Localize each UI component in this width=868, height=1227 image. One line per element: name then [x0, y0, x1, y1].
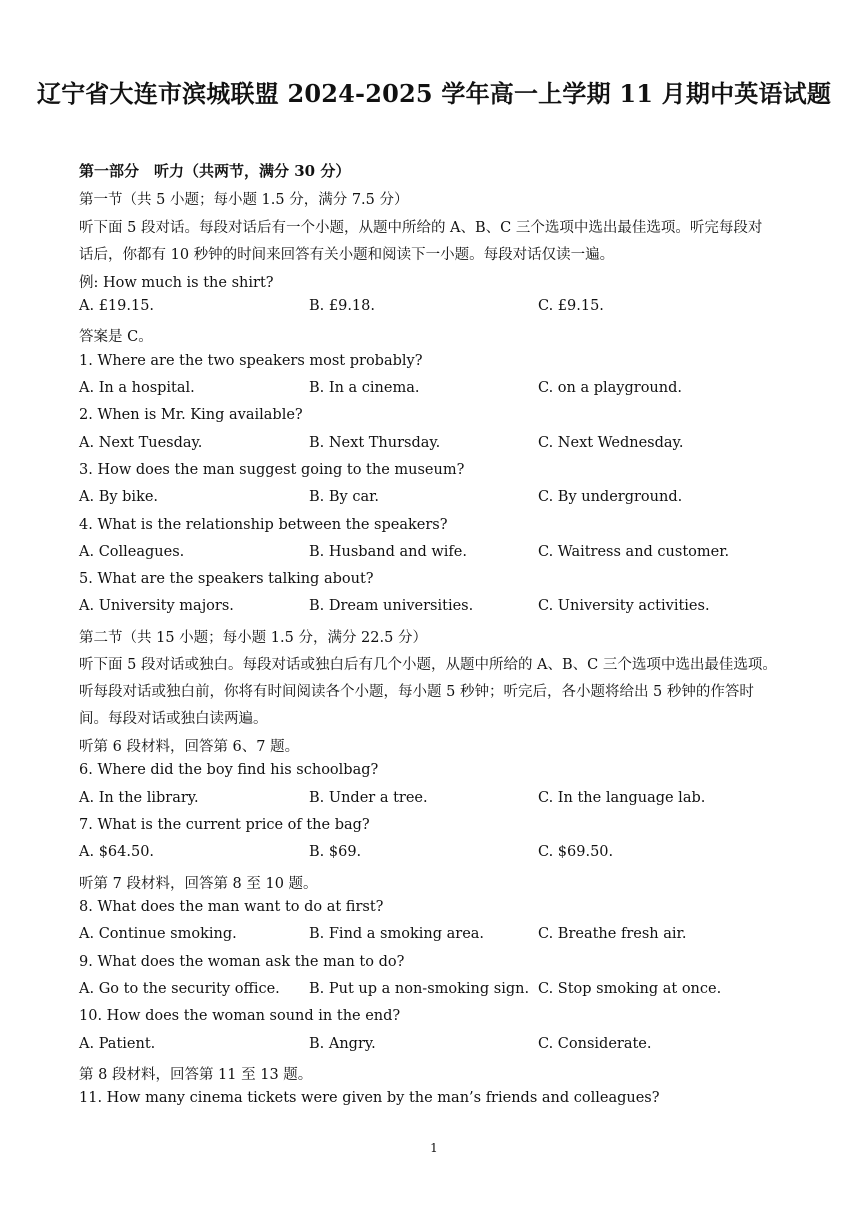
question-7-option-c: C. $69.50.: [538, 844, 614, 860]
section1-instructions-line2: 话后，你都有 10 秒钟的时间来回答有关小题和阅读下一小题。每段对话仅读一遍。: [79, 247, 615, 263]
question-9-option-b: B. Put up a non-smoking sign.: [309, 981, 530, 997]
question-7-option-b: B. $69.: [309, 844, 362, 860]
question-7: 7. What is the current price of the bag?: [79, 817, 370, 833]
question-5-option-c: C. University activities.: [538, 598, 710, 614]
example-option-a: A. £19.15.: [79, 298, 155, 314]
question-1: 1. Where are the two speakers most probably?: [79, 353, 423, 369]
material-6-note: 听第 6 段材料，回答第 6、7 题。: [79, 739, 300, 755]
part1-heading: 第一部分 听力（共两节，满分 30 分）: [79, 162, 351, 180]
question-2: 2. When is Mr. King available?: [79, 407, 303, 423]
section2-instructions-line3: 间。每段对话或独白读两遍。: [79, 711, 268, 727]
example-answer: 答案是 C。: [79, 329, 153, 345]
material-7-note: 听第 7 段材料，回答第 8 至 10 题。: [79, 876, 318, 892]
question-10-option-c: C. Considerate.: [538, 1036, 652, 1052]
question-4-option-b: B. Husband and wife.: [309, 544, 467, 560]
material-8-note: 第 8 段材料，回答第 11 至 13 题。: [79, 1067, 313, 1083]
section1-heading: 第一节（共 5 小题；每小题 1.5 分，满分 7.5 分）: [79, 192, 409, 208]
question-5-option-a: A. University majors.: [79, 598, 234, 614]
question-9: 9. What does the woman ask the man to do?: [79, 954, 405, 970]
example-option-b: B. £9.18.: [309, 298, 375, 314]
question-8-option-a: A. Continue smoking.: [79, 926, 237, 942]
question-3: 3. How does the man suggest going to the museum?: [79, 462, 465, 478]
question-6-option-a: A. In the library.: [79, 790, 199, 806]
question-4-option-a: A. Colleagues.: [79, 544, 185, 560]
section2-instructions-line2: 听每段对话或独白前，你将有时间阅读各个小题，每小题 5 秒钟；听完后，各小题将给出 5 秒钟的作答时: [79, 684, 754, 700]
section2-instructions-line1: 听下面 5 段对话或独白。每段对话或独白后有几个小题，从题中所给的 A、B、C 三个选项中选出最佳选项。: [79, 657, 777, 673]
question-10: 10. How does the woman sound in the end?: [79, 1008, 401, 1024]
example-question: 例: How much is the shirt?: [79, 275, 274, 291]
question-5-option-b: B. Dream universities.: [309, 598, 474, 614]
question-4: 4. What is the relationship between the speakers?: [79, 517, 448, 533]
question-8: 8. What does the man want to do at first?: [79, 899, 384, 915]
question-2-option-c: C. Next Wednesday.: [538, 435, 684, 451]
question-6-option-b: B. Under a tree.: [309, 790, 428, 806]
question-2-option-a: A. Next Tuesday.: [79, 435, 203, 451]
question-1-option-a: A. In a hospital.: [79, 380, 195, 396]
question-8-option-c: C. Breathe fresh air.: [538, 926, 687, 942]
question-6-option-c: C. In the language lab.: [538, 790, 706, 806]
page-number: 1: [430, 1141, 438, 1155]
question-10-option-b: B. Angry.: [309, 1036, 376, 1052]
question-5: 5. What are the speakers talking about?: [79, 571, 374, 587]
question-9-option-c: C. Stop smoking at once.: [538, 981, 722, 997]
question-8-option-b: B. Find a smoking area.: [309, 926, 485, 942]
question-2-option-b: B. Next Thursday.: [309, 435, 441, 451]
question-4-option-c: C. Waitress and customer.: [538, 544, 730, 560]
question-3-option-a: A. By bike.: [79, 489, 159, 505]
question-7-option-a: A. $64.50.: [79, 844, 155, 860]
question-3-option-b: B. By car.: [309, 489, 380, 505]
question-6: 6. Where did the boy find his schoolbag?: [79, 762, 379, 778]
question-1-option-c: C. on a playground.: [538, 380, 682, 396]
question-10-option-a: A. Patient.: [79, 1036, 156, 1052]
page-title: 辽宁省大连市滨城联盟 2024-2025 学年高一上学期 11 月期中英语试题: [36, 79, 832, 108]
section1-instructions-line1: 听下面 5 段对话。每段对话后有一个小题，从题中所给的 A、B、C 三个选项中选出最佳选项。听完每段对: [79, 220, 763, 236]
question-3-option-c: C. By underground.: [538, 489, 683, 505]
example-option-c: C. £9.15.: [538, 298, 604, 314]
question-1-option-b: B. In a cinema.: [309, 380, 420, 396]
section2-heading: 第二节（共 15 小题；每小题 1.5 分，满分 22.5 分）: [79, 630, 427, 646]
question-11: 11. How many cinema tickets were given by the man’s friends and colleagues?: [79, 1090, 660, 1106]
question-9-option-a: A. Go to the security office.: [79, 981, 280, 997]
